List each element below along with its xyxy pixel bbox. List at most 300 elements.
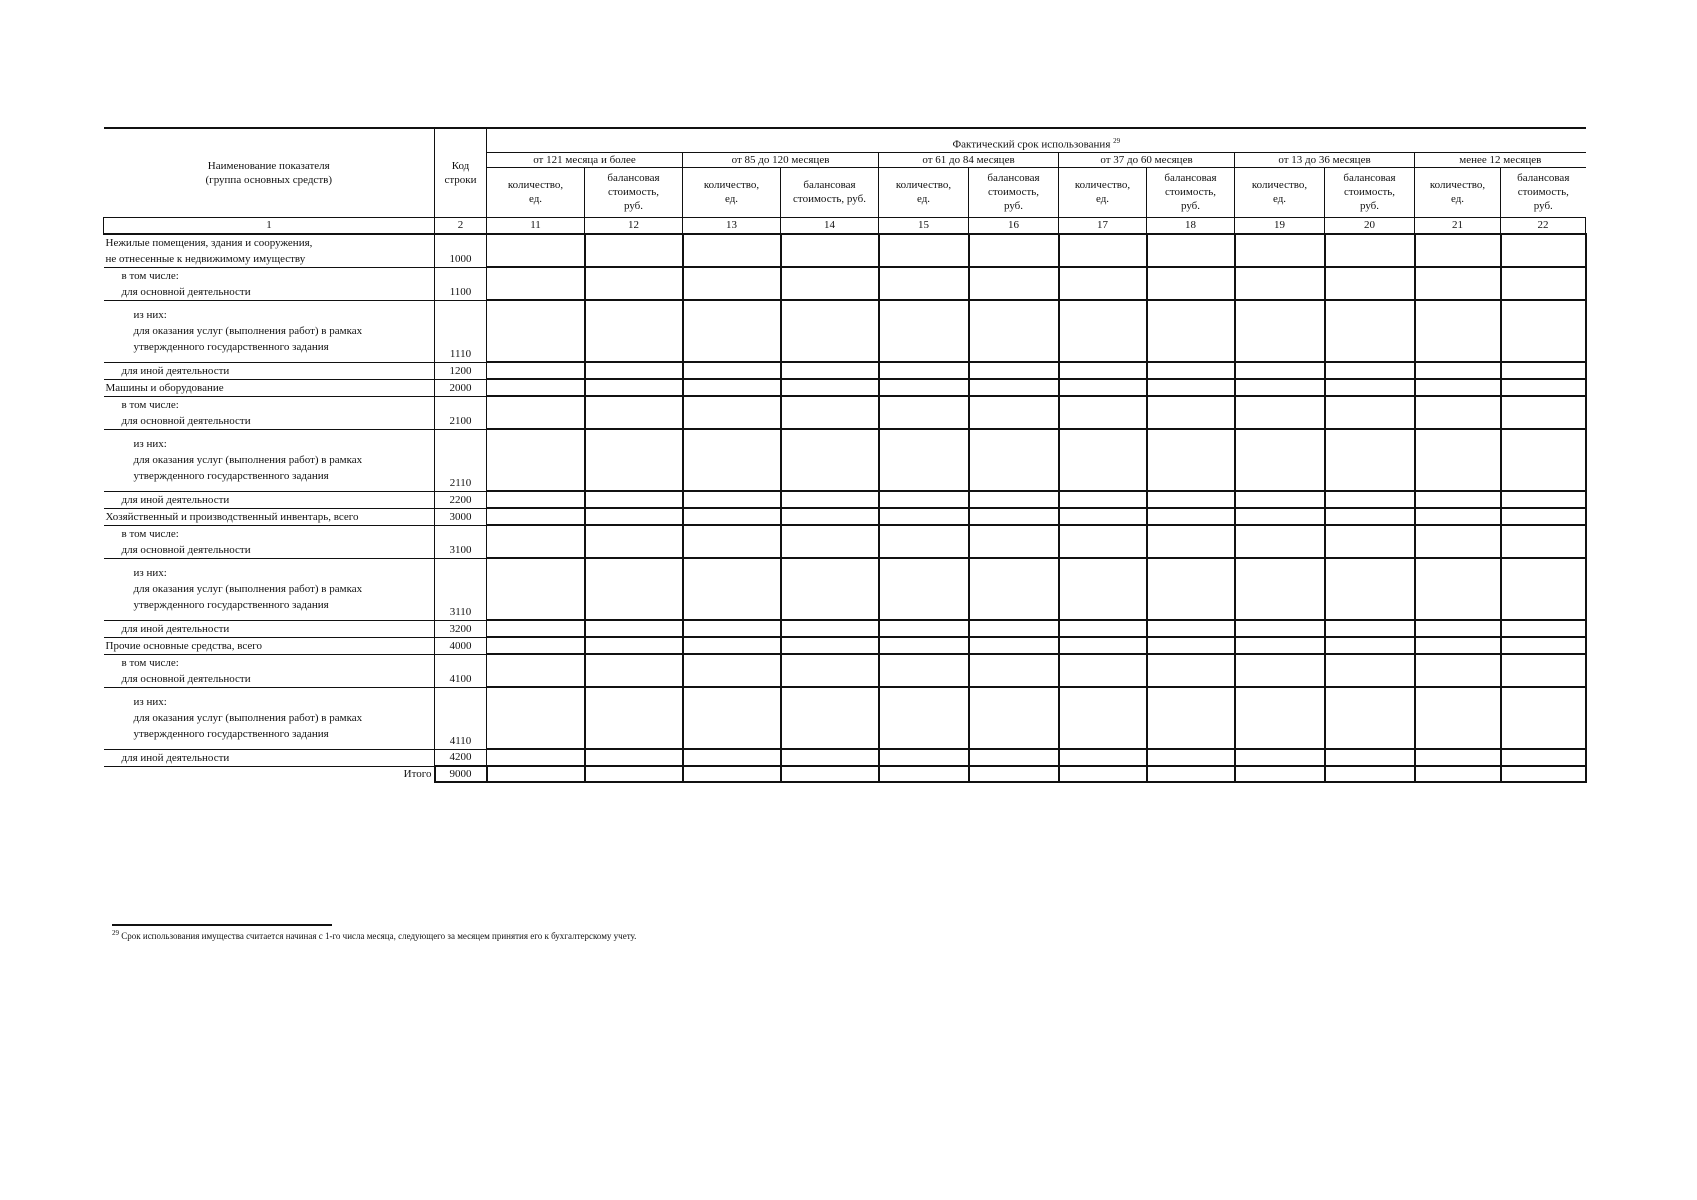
value-label-3: руб.: [1533, 200, 1553, 212]
data-cell[interactable]: [781, 429, 879, 491]
data-cell[interactable]: [487, 429, 585, 491]
value-header: [781, 167, 879, 217]
data-cell[interactable]: [585, 508, 683, 525]
data-cell[interactable]: [879, 558, 969, 620]
data-cell[interactable]: [1147, 620, 1235, 637]
row-code: 2200: [435, 491, 487, 508]
table-row: [104, 234, 1586, 268]
value-label-2: стоимость,: [1164, 186, 1217, 198]
data-cell[interactable]: [781, 300, 879, 362]
value-label-3: руб.: [623, 200, 644, 212]
data-cell[interactable]: [1235, 687, 1325, 749]
data-cell[interactable]: [781, 508, 879, 525]
row-label-line: для основной деятельности: [121, 672, 251, 685]
total-cell[interactable]: [1501, 766, 1586, 782]
row-code: 4100: [435, 654, 487, 687]
data-cell[interactable]: [1059, 654, 1147, 687]
data-cell[interactable]: [1147, 749, 1235, 766]
value-label-1: балансовая: [607, 172, 660, 184]
table-row: [104, 525, 1586, 558]
data-cell[interactable]: [1415, 620, 1501, 637]
data-cell[interactable]: [1059, 234, 1147, 268]
total-cell[interactable]: [1059, 766, 1147, 782]
data-cell[interactable]: [1235, 637, 1325, 654]
data-cell[interactable]: [879, 491, 969, 508]
row-code: 3100: [435, 525, 487, 558]
row-label: [104, 234, 435, 268]
value-label-2: стоимость,: [1343, 186, 1396, 198]
data-cell[interactable]: [969, 491, 1059, 508]
data-cell[interactable]: [1059, 508, 1147, 525]
data-cell[interactable]: [683, 558, 781, 620]
data-cell[interactable]: [1147, 300, 1235, 362]
data-cell[interactable]: [969, 300, 1059, 362]
indicator-group-label: (группа основных средств): [205, 173, 332, 186]
data-cell[interactable]: [1501, 234, 1586, 268]
row-label: [104, 620, 435, 637]
table-row: [104, 508, 1586, 525]
value-label-1: балансовая: [803, 179, 856, 191]
qty-header: [487, 167, 585, 217]
row-label-line: утвержденного государственного задания: [133, 470, 329, 482]
data-cell[interactable]: [1235, 396, 1325, 429]
data-cell[interactable]: [1501, 620, 1586, 637]
data-cell[interactable]: [781, 749, 879, 766]
data-cell[interactable]: [781, 234, 879, 268]
data-cell[interactable]: [1059, 525, 1147, 558]
data-cell[interactable]: [781, 637, 879, 654]
data-cell[interactable]: [1147, 267, 1235, 300]
data-cell[interactable]: [683, 234, 781, 268]
data-cell[interactable]: [1501, 508, 1586, 525]
data-cell[interactable]: [1147, 508, 1235, 525]
data-cell[interactable]: [585, 654, 683, 687]
data-cell[interactable]: [1059, 491, 1147, 508]
data-cell[interactable]: [1501, 267, 1586, 300]
data-cell[interactable]: [1147, 396, 1235, 429]
data-cell[interactable]: [1147, 525, 1235, 558]
table-row: [104, 620, 1586, 637]
row-label-line: для оказания услуг (выполнения работ) в рамках: [133, 454, 363, 466]
data-cell[interactable]: [1235, 558, 1325, 620]
table-row: [104, 267, 1586, 300]
data-cell[interactable]: [1325, 620, 1415, 637]
code-header-line1: Код: [451, 159, 470, 172]
data-cell[interactable]: [969, 508, 1059, 525]
total-cell[interactable]: [1325, 766, 1415, 782]
period-header-2: от 85 до 120 месяцев: [683, 152, 879, 167]
data-cell[interactable]: [683, 637, 781, 654]
data-cell[interactable]: [1325, 558, 1415, 620]
data-cell[interactable]: [1147, 429, 1235, 491]
data-cell[interactable]: [683, 749, 781, 766]
qty-label-1: количество,: [1251, 179, 1308, 191]
data-cell[interactable]: [1325, 687, 1415, 749]
data-cell[interactable]: [1415, 362, 1501, 379]
period-header-4: от 37 до 60 месяцев: [1059, 152, 1235, 167]
data-cell[interactable]: [487, 362, 585, 379]
value-label-2: стоимость,: [1517, 186, 1569, 198]
data-cell[interactable]: [1235, 525, 1325, 558]
data-cell[interactable]: [585, 267, 683, 300]
data-cell[interactable]: [1415, 654, 1501, 687]
data-cell[interactable]: [683, 379, 781, 396]
total-cell[interactable]: [879, 766, 969, 782]
data-cell[interactable]: [585, 429, 683, 491]
data-cell[interactable]: [585, 491, 683, 508]
data-cell[interactable]: [1147, 491, 1235, 508]
data-cell[interactable]: [1059, 749, 1147, 766]
row-label-line: Нежилые помещения, здания и сооружения,: [105, 236, 313, 249]
data-cell[interactable]: [1415, 637, 1501, 654]
data-cell[interactable]: [1059, 300, 1147, 362]
data-cell[interactable]: [683, 525, 781, 558]
row-label: [104, 429, 435, 491]
qty-label-2: ед.: [528, 193, 543, 205]
data-cell[interactable]: [585, 525, 683, 558]
qty-label-2: ед.: [1450, 193, 1465, 205]
code-header: [435, 128, 487, 217]
row-code: 4110: [435, 687, 487, 749]
data-cell[interactable]: [1415, 491, 1501, 508]
qty-header: [1059, 167, 1147, 217]
data-cell[interactable]: [585, 687, 683, 749]
data-cell[interactable]: [1325, 508, 1415, 525]
data-cell[interactable]: [1235, 654, 1325, 687]
data-cell[interactable]: [487, 234, 585, 268]
data-cell[interactable]: [487, 508, 585, 525]
data-cell[interactable]: [585, 300, 683, 362]
row-label-line: из них:: [133, 567, 167, 579]
data-cell[interactable]: [781, 396, 879, 429]
data-cell[interactable]: [1059, 637, 1147, 654]
data-cell[interactable]: [1415, 379, 1501, 396]
row-label-line: утвержденного государственного задания: [133, 728, 329, 740]
data-cell[interactable]: [1501, 654, 1586, 687]
data-cell[interactable]: [487, 396, 585, 429]
data-cell[interactable]: [1501, 362, 1586, 379]
data-cell[interactable]: [585, 362, 683, 379]
data-cell[interactable]: [1235, 508, 1325, 525]
data-cell[interactable]: [1501, 637, 1586, 654]
data-cell[interactable]: [879, 637, 969, 654]
data-cell[interactable]: [1147, 654, 1235, 687]
row-label: [104, 362, 435, 379]
data-cell[interactable]: [969, 362, 1059, 379]
total-label: Итого: [403, 768, 432, 781]
column-number: 15: [879, 217, 969, 234]
data-cell[interactable]: [683, 362, 781, 379]
row-code: 4000: [435, 637, 487, 654]
qty-label-1: количество,: [1074, 179, 1131, 191]
data-cell[interactable]: [969, 525, 1059, 558]
value-header: [1147, 167, 1235, 217]
row-label-line: для оказания услуг (выполнения работ) в рамках: [133, 325, 363, 337]
data-cell[interactable]: [879, 429, 969, 491]
data-cell[interactable]: [487, 300, 585, 362]
row-label: [104, 379, 435, 396]
data-cell[interactable]: [969, 429, 1059, 491]
data-cell[interactable]: [585, 379, 683, 396]
data-cell[interactable]: [585, 558, 683, 620]
column-number: 21: [1415, 217, 1501, 234]
value-label-3: руб.: [1359, 200, 1380, 212]
data-cell[interactable]: [969, 558, 1059, 620]
period-header-3: от 61 до 84 месяцев: [879, 152, 1059, 167]
code-header-line2: строки: [444, 173, 477, 186]
qty-label-2: ед.: [1095, 193, 1110, 205]
data-cell[interactable]: [1235, 362, 1325, 379]
data-cell[interactable]: [1415, 234, 1501, 268]
value-header: [585, 167, 683, 217]
data-cell[interactable]: [1325, 300, 1415, 362]
data-cell[interactable]: [1147, 362, 1235, 379]
data-cell[interactable]: [1415, 429, 1501, 491]
row-label-line: из них:: [133, 438, 167, 450]
data-cell[interactable]: [781, 525, 879, 558]
data-cell[interactable]: [1415, 558, 1501, 620]
value-label-inline: стоимость, руб.: [793, 193, 866, 205]
row-label-line: для иной деятельности: [121, 751, 230, 764]
data-cell[interactable]: [487, 491, 585, 508]
table-row: [104, 687, 1586, 749]
data-cell[interactable]: [969, 620, 1059, 637]
data-cell[interactable]: [487, 379, 585, 396]
data-cell[interactable]: [1059, 687, 1147, 749]
data-cell[interactable]: [879, 508, 969, 525]
data-cell[interactable]: [781, 379, 879, 396]
row-label-line: из них:: [133, 696, 167, 708]
data-cell[interactable]: [1235, 300, 1325, 362]
data-cell[interactable]: [1059, 429, 1147, 491]
data-cell[interactable]: [1415, 749, 1501, 766]
value-header: [969, 167, 1059, 217]
data-cell[interactable]: [1325, 749, 1415, 766]
data-cell[interactable]: [487, 654, 585, 687]
data-cell[interactable]: [1147, 379, 1235, 396]
column-number: 11: [487, 217, 585, 234]
data-cell[interactable]: [969, 687, 1059, 749]
value-header: [1501, 167, 1586, 217]
data-cell[interactable]: [1325, 234, 1415, 268]
qty-label-2: ед.: [916, 193, 931, 205]
qty-label-2: ед.: [1272, 193, 1287, 205]
row-label: [104, 300, 435, 362]
data-cell[interactable]: [1059, 396, 1147, 429]
row-code: 3110: [435, 558, 487, 620]
data-cell[interactable]: [969, 396, 1059, 429]
data-cell[interactable]: [1415, 396, 1501, 429]
data-cell[interactable]: [683, 491, 781, 508]
total-cell[interactable]: [969, 766, 1059, 782]
total-cell[interactable]: [1415, 766, 1501, 782]
data-cell[interactable]: [781, 620, 879, 637]
data-cell[interactable]: [1059, 267, 1147, 300]
qty-header: [879, 167, 969, 217]
data-cell[interactable]: [1235, 491, 1325, 508]
data-cell[interactable]: [487, 637, 585, 654]
data-cell[interactable]: [1501, 491, 1586, 508]
data-cell[interactable]: [1325, 379, 1415, 396]
data-cell[interactable]: [585, 396, 683, 429]
data-cell[interactable]: [1235, 234, 1325, 268]
data-cell[interactable]: [969, 234, 1059, 268]
row-code: 1200: [435, 362, 487, 379]
data-cell[interactable]: [1059, 620, 1147, 637]
column-number: 18: [1147, 217, 1235, 234]
data-cell[interactable]: [487, 558, 585, 620]
data-cell[interactable]: [585, 749, 683, 766]
value-header: [1325, 167, 1415, 217]
data-cell[interactable]: [1147, 637, 1235, 654]
data-cell[interactable]: [879, 654, 969, 687]
row-code: 3200: [435, 620, 487, 637]
data-cell[interactable]: [879, 379, 969, 396]
value-label-3: руб.: [1180, 200, 1201, 212]
data-cell[interactable]: [683, 654, 781, 687]
data-cell[interactable]: [1501, 429, 1586, 491]
table-row: [104, 749, 1586, 766]
total-cell[interactable]: [1235, 766, 1325, 782]
data-cell[interactable]: [1415, 687, 1501, 749]
data-cell[interactable]: [1501, 300, 1586, 362]
data-cell[interactable]: [879, 234, 969, 268]
data-cell[interactable]: [683, 300, 781, 362]
row-label: [104, 654, 435, 687]
total-cell[interactable]: [781, 766, 879, 782]
data-cell[interactable]: [879, 525, 969, 558]
data-cell[interactable]: [1501, 749, 1586, 766]
data-cell[interactable]: [487, 267, 585, 300]
qty-label-1: количество,: [1429, 179, 1486, 191]
table-row: [104, 429, 1586, 491]
period-header-5: от 13 до 36 месяцев: [1235, 152, 1415, 167]
data-cell[interactable]: [969, 379, 1059, 396]
table-body: [104, 217, 1586, 782]
data-cell[interactable]: [781, 654, 879, 687]
data-cell[interactable]: [683, 396, 781, 429]
column-number: 20: [1325, 217, 1415, 234]
footnote: [112, 924, 636, 941]
total-cell[interactable]: [683, 766, 781, 782]
data-cell[interactable]: [1235, 620, 1325, 637]
data-cell[interactable]: [969, 749, 1059, 766]
data-cell[interactable]: [969, 654, 1059, 687]
data-cell[interactable]: [585, 234, 683, 268]
data-cell[interactable]: [683, 267, 781, 300]
data-cell[interactable]: [879, 620, 969, 637]
data-cell[interactable]: [1415, 267, 1501, 300]
data-cell[interactable]: [683, 687, 781, 749]
column-number: 14: [781, 217, 879, 234]
total-cell[interactable]: [585, 766, 683, 782]
data-cell[interactable]: [1325, 637, 1415, 654]
data-cell[interactable]: [585, 637, 683, 654]
data-cell[interactable]: [1501, 396, 1586, 429]
data-cell[interactable]: [1501, 687, 1586, 749]
row-code: 2000: [435, 379, 487, 396]
data-cell[interactable]: [1415, 525, 1501, 558]
data-cell[interactable]: [1059, 379, 1147, 396]
data-cell[interactable]: [781, 558, 879, 620]
data-cell[interactable]: [1325, 429, 1415, 491]
data-cell[interactable]: [781, 687, 879, 749]
data-cell[interactable]: [1501, 525, 1586, 558]
data-cell[interactable]: [969, 267, 1059, 300]
data-cell[interactable]: [1325, 396, 1415, 429]
row-label-line: в том числе:: [121, 269, 179, 282]
data-cell[interactable]: [969, 637, 1059, 654]
data-cell[interactable]: [1325, 362, 1415, 379]
data-cell[interactable]: [683, 429, 781, 491]
data-cell[interactable]: [781, 267, 879, 300]
row-label-line: в том числе:: [121, 398, 179, 411]
total-cell[interactable]: [1147, 766, 1235, 782]
row-label-line: для иной деятельности: [121, 622, 230, 635]
data-cell[interactable]: [879, 362, 969, 379]
row-label-line: утвержденного государственного задания: [133, 599, 329, 611]
data-cell[interactable]: [1501, 379, 1586, 396]
data-cell[interactable]: [879, 267, 969, 300]
data-cell[interactable]: [487, 525, 585, 558]
data-cell[interactable]: [487, 687, 585, 749]
indicator-name-header: [104, 128, 435, 217]
data-cell[interactable]: [1235, 379, 1325, 396]
data-cell[interactable]: [1501, 558, 1586, 620]
data-cell[interactable]: [1235, 749, 1325, 766]
period-header-1: от 121 месяца и более: [487, 152, 683, 167]
data-cell[interactable]: [1325, 525, 1415, 558]
data-cell[interactable]: [879, 396, 969, 429]
period-header-6: менее 12 месяцев: [1415, 152, 1586, 167]
data-cell[interactable]: [1147, 234, 1235, 268]
row-label-line: для основной деятельности: [121, 543, 251, 556]
row-label-line: Прочие основные средства, всего: [105, 639, 262, 652]
row-label-line: Машины и оборудование: [105, 381, 224, 394]
total-row: [104, 766, 1586, 782]
data-cell[interactable]: [1059, 362, 1147, 379]
data-cell[interactable]: [683, 620, 781, 637]
data-cell[interactable]: [585, 620, 683, 637]
data-cell[interactable]: [1325, 491, 1415, 508]
data-cell[interactable]: [1147, 687, 1235, 749]
qty-header: [1235, 167, 1325, 217]
row-label-line: в том числе:: [121, 527, 179, 540]
column-numbers-row: [104, 217, 1586, 234]
data-cell[interactable]: [1415, 508, 1501, 525]
data-cell[interactable]: [487, 620, 585, 637]
data-cell[interactable]: [1325, 267, 1415, 300]
data-cell[interactable]: [1325, 654, 1415, 687]
data-cell[interactable]: [1235, 267, 1325, 300]
data-cell[interactable]: [1415, 300, 1501, 362]
data-cell[interactable]: [879, 749, 969, 766]
data-cell[interactable]: [683, 508, 781, 525]
data-cell[interactable]: [879, 687, 969, 749]
table-row: [104, 300, 1586, 362]
data-cell[interactable]: [1235, 429, 1325, 491]
data-cell[interactable]: [1059, 558, 1147, 620]
data-cell[interactable]: [781, 491, 879, 508]
total-cell[interactable]: [487, 766, 585, 782]
data-cell[interactable]: [1147, 558, 1235, 620]
footnote-text: Срок использования имущества считается начиная с 1-го числа месяца, следующего за месяцем принятия его к бухгалтерскому учету.: [121, 931, 637, 941]
data-cell[interactable]: [879, 300, 969, 362]
data-cell[interactable]: [487, 749, 585, 766]
footnote-mark: 29: [1113, 136, 1121, 145]
data-cell[interactable]: [781, 362, 879, 379]
row-label: [104, 267, 435, 300]
